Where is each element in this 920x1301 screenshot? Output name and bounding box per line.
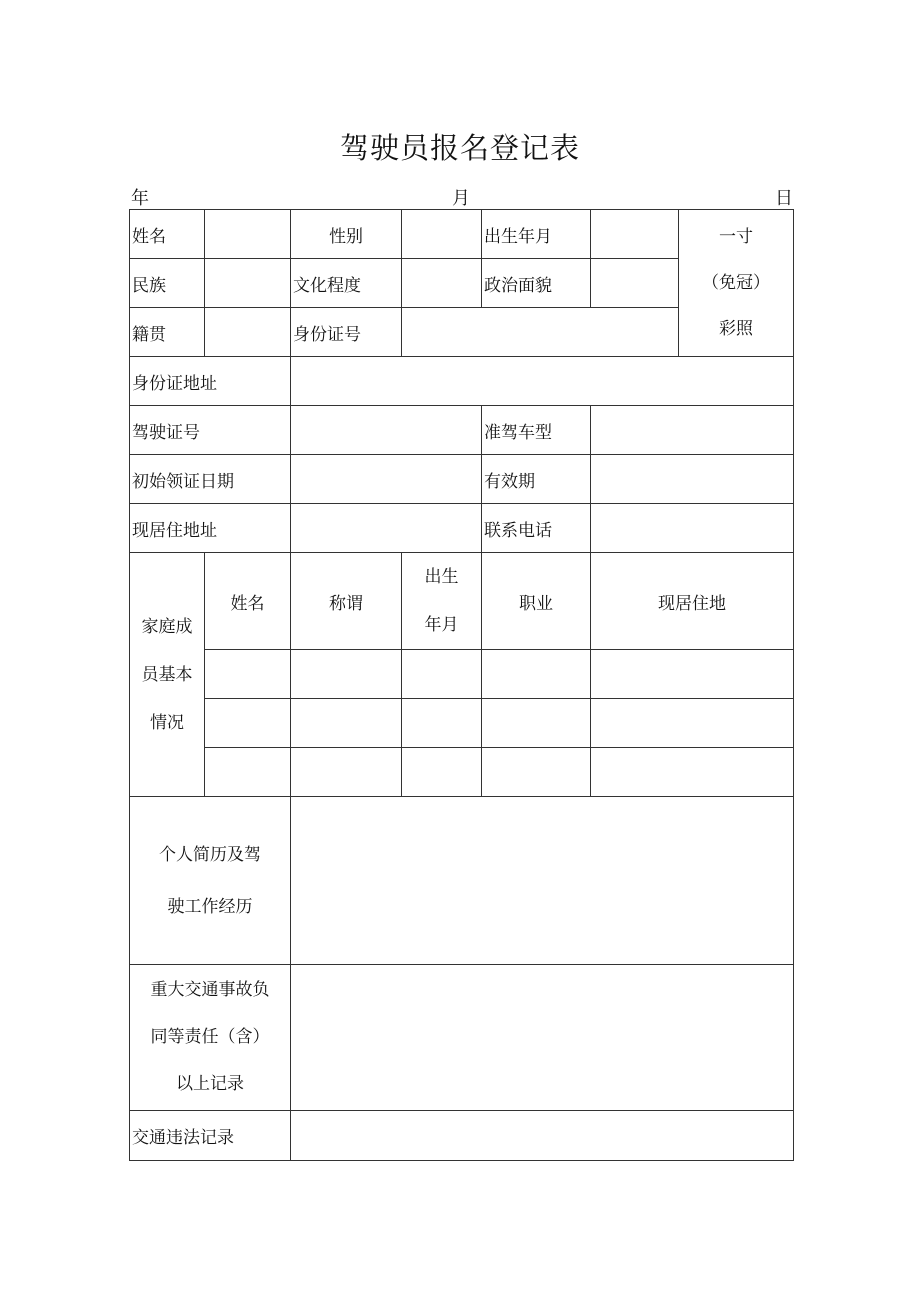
family-relation-cell[interactable]: [291, 748, 402, 797]
native-place-label: 籍贯: [130, 308, 205, 357]
nation-label: 民族: [130, 259, 205, 308]
family-label-line: 情况: [150, 712, 184, 733]
accident-label-line: 重大交通事故负: [150, 980, 270, 1000]
resume-field[interactable]: [291, 797, 794, 965]
family-relation-header: 称谓: [291, 553, 402, 650]
vehicle-type-label: 准驾车型: [482, 406, 591, 455]
current-address-label: 现居住地址: [130, 504, 291, 553]
name-field[interactable]: [205, 210, 291, 259]
family-residence-cell[interactable]: [591, 748, 794, 797]
family-birth-cell[interactable]: [402, 748, 482, 797]
political-label: 政治面貌: [482, 259, 591, 308]
family-name-cell[interactable]: [205, 650, 291, 699]
date-month-label: 月: [452, 188, 470, 209]
accident-field[interactable]: [291, 965, 794, 1111]
accident-label: [130, 965, 291, 1111]
photo-box[interactable]: [679, 210, 794, 357]
family-birth-header: [402, 553, 482, 650]
id-number-field[interactable]: [402, 308, 679, 357]
form-title: 驾驶员报名登记表: [339, 131, 580, 165]
family-job-cell[interactable]: [482, 650, 591, 699]
gender-label: 性别: [291, 210, 402, 259]
family-birth-cell[interactable]: [402, 650, 482, 699]
id-address-field[interactable]: [291, 357, 794, 406]
registration-table: [129, 209, 794, 1161]
family-birth-header-line: 年月: [424, 615, 459, 635]
native-place-field[interactable]: [205, 308, 291, 357]
gender-field[interactable]: [402, 210, 482, 259]
violation-label: 交通违法记录: [130, 1111, 291, 1161]
validity-field[interactable]: [591, 455, 794, 504]
photo-size-text: 一寸: [719, 227, 753, 247]
family-birth-header-line: 出生: [424, 567, 459, 587]
date-day-label: 日: [775, 188, 793, 209]
family-name-cell[interactable]: [205, 748, 291, 797]
resume-label-line: 个人简历及驾: [159, 844, 261, 865]
id-address-label: 身份证地址: [130, 357, 291, 406]
violation-field[interactable]: [291, 1111, 794, 1161]
family-residence-cell[interactable]: [591, 650, 794, 699]
birth-label: 出生年月: [482, 210, 591, 259]
family-row: [130, 650, 794, 699]
family-label-line: 员基本: [141, 664, 193, 685]
first-issue-date-field[interactable]: [291, 455, 482, 504]
photo-hat-text: （免冠）: [702, 273, 770, 293]
family-birth-cell[interactable]: [402, 699, 482, 748]
resume-label: [130, 797, 291, 965]
accident-label-line: 以上记录: [176, 1074, 244, 1094]
phone-label: 联系电话: [482, 504, 591, 553]
family-relation-cell[interactable]: [291, 699, 402, 748]
education-label: 文化程度: [291, 259, 402, 308]
family-residence-cell[interactable]: [591, 699, 794, 748]
current-address-field[interactable]: [291, 504, 482, 553]
license-no-label: 驾驶证号: [130, 406, 291, 455]
birth-field[interactable]: [591, 210, 679, 259]
family-label-line: 家庭成: [141, 616, 193, 637]
family-job-cell[interactable]: [482, 748, 591, 797]
family-job-cell[interactable]: [482, 699, 591, 748]
name-label: 姓名: [130, 210, 205, 259]
date-year-label: 年: [131, 188, 149, 209]
family-job-header: 职业: [482, 553, 591, 650]
family-relation-cell[interactable]: [291, 650, 402, 699]
political-field[interactable]: [591, 259, 679, 308]
family-name-cell[interactable]: [205, 699, 291, 748]
resume-label-line: 驶工作经历: [167, 896, 253, 917]
license-no-field[interactable]: [291, 406, 482, 455]
education-field[interactable]: [402, 259, 482, 308]
family-name-header: 姓名: [205, 553, 291, 650]
family-row: [130, 748, 794, 797]
family-residence-header: 现居住地: [591, 553, 794, 650]
nation-field[interactable]: [205, 259, 291, 308]
photo-color-text: 彩照: [719, 319, 753, 339]
accident-label-line: 同等责任（含）: [150, 1027, 270, 1047]
vehicle-type-field[interactable]: [591, 406, 794, 455]
phone-field[interactable]: [591, 504, 794, 553]
family-section-label: [130, 553, 205, 797]
id-number-label: 身份证号: [291, 308, 402, 357]
first-issue-date-label: 初始领证日期: [130, 455, 291, 504]
validity-label: 有效期: [482, 455, 591, 504]
family-row: [130, 699, 794, 748]
